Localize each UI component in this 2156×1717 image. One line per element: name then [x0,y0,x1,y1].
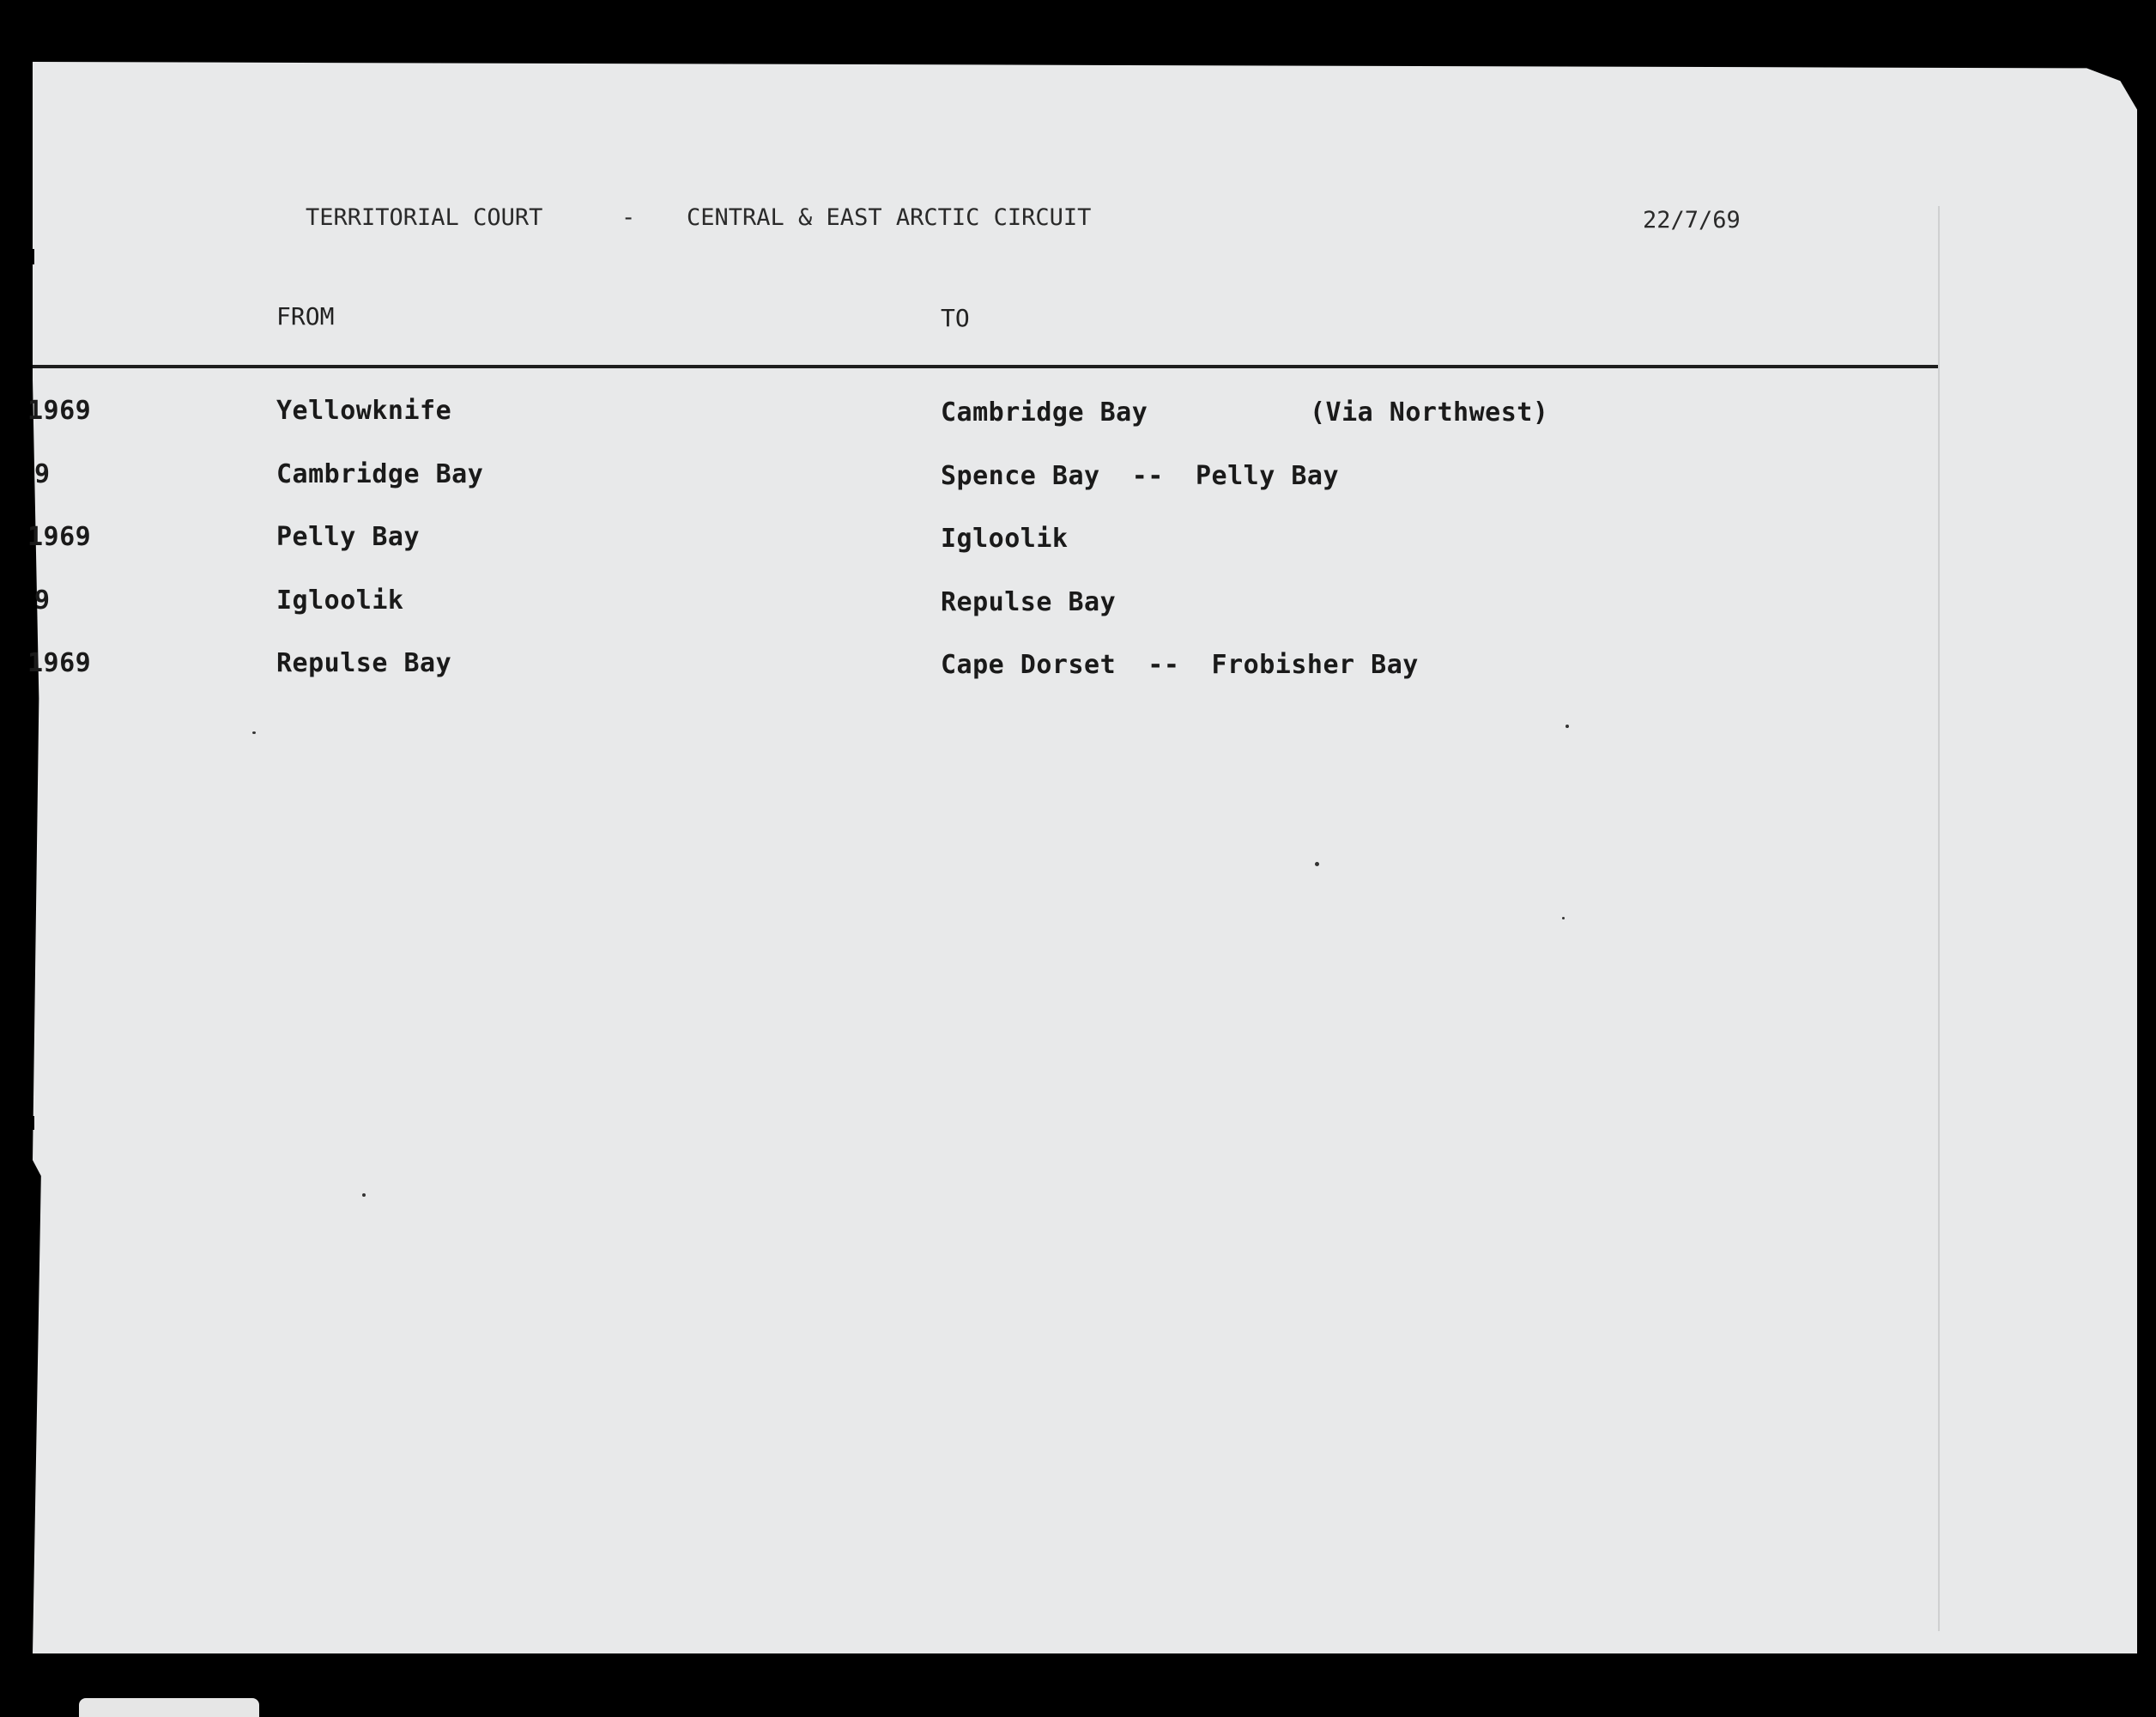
row-to: Cambridge Bay [941,397,1148,428]
scan-edge-mark [27,1116,34,1130]
row-from: Igloolik [276,585,404,616]
row-note: (Via Northwest) [1310,397,1549,428]
scan-edge-mark [27,249,34,264]
row-date: 9 [34,585,51,616]
row-date: 9 [34,459,51,489]
from-column-label: FROM [276,302,335,331]
scan-speck [252,731,256,734]
paper-sheet [33,62,2137,1653]
row-date: 1969 [27,396,92,426]
row-from: Repulse Bay [276,648,452,678]
scan-speck [1562,917,1565,919]
circuit-title: CENTRAL & EAST ARCTIC CIRCUIT [687,204,1092,231]
row-date: 1969 [27,648,92,678]
row-to: Repulse Bay [941,587,1117,617]
scan-corner-tab [79,1698,259,1717]
row-to: Spence Bay -- Pelly Bay [941,461,1340,491]
row-date: 1969 [27,522,92,552]
header-dash: - [621,204,636,231]
scan-speck [1566,725,1569,728]
scan-edge-mark [27,824,34,836]
header-rule [33,365,1938,368]
scan-speck [362,1193,366,1197]
row-from: Pelly Bay [276,522,421,552]
row-to: Cape Dorset -- Frobisher Bay [941,650,1419,680]
row-to: Igloolik [941,524,1069,554]
scan-speck [1315,862,1319,866]
court-title: TERRITORIAL COURT [306,204,543,231]
document-date: 22/7/69 [1643,207,1741,234]
page-fold-line [1938,206,1940,1631]
row-from: Yellowknife [276,396,452,426]
row-from: Cambridge Bay [276,459,484,489]
to-column-label: TO [941,304,970,332]
